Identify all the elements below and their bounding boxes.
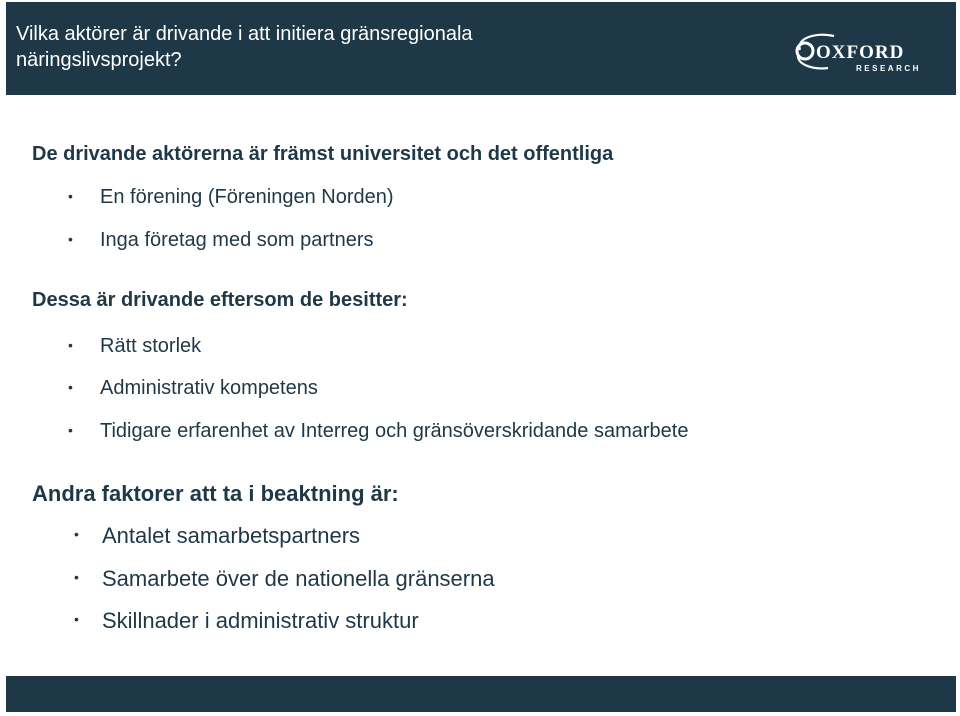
title-line-2: näringslivsprojekt? xyxy=(16,49,182,71)
logo-sub-text: RESEARCH xyxy=(856,64,921,73)
slide: Vilka aktörer är drivande i att initiera gränsregionala näringslivsprojekt? OXFORD RESEARCH De drivande aktörerna är främst universitet och det offentliga • En förening (Föreningen Norden) • Inga företag med som partners Dessa är drivande eftersom de besitter: • Rätt storlek • Administrativ kompetens • Tidigare erfarenhet av Interreg och gränsöverskridande samarbete Andra faktorer att ta i beaktning är: • Antalet samarbetspartners • Samarbete över de nationella gränserna • Skillnader i administrativ struktur xyxy=(0,0,960,716)
bullet-icon: • xyxy=(68,422,73,438)
title-line-1: Vilka aktörer är drivande i att initiera gränsregionala xyxy=(16,23,473,45)
section-heading-other-factors: Andra faktorer att ta i beaktning är: xyxy=(32,481,399,506)
slide-title xyxy=(16,21,716,73)
bullet-icon: • xyxy=(74,526,79,542)
bullet-icon: • xyxy=(68,231,73,247)
bullet-icon: • xyxy=(68,337,73,353)
header-bar xyxy=(6,2,956,95)
footer-bar xyxy=(6,676,956,712)
logo-main-text: OXFORD xyxy=(816,42,905,63)
bullet-icon: • xyxy=(68,188,73,204)
bullet-icon: • xyxy=(68,379,73,395)
bullet-icon: • xyxy=(74,611,79,627)
bullet-icon: • xyxy=(74,569,79,585)
section-heading-reasons: Dessa är drivande eftersom de besitter: xyxy=(32,289,408,311)
oxford-research-logo xyxy=(786,28,926,74)
section-heading-drivers: De drivande aktörerna är främst universitet och det offentliga xyxy=(32,143,614,165)
